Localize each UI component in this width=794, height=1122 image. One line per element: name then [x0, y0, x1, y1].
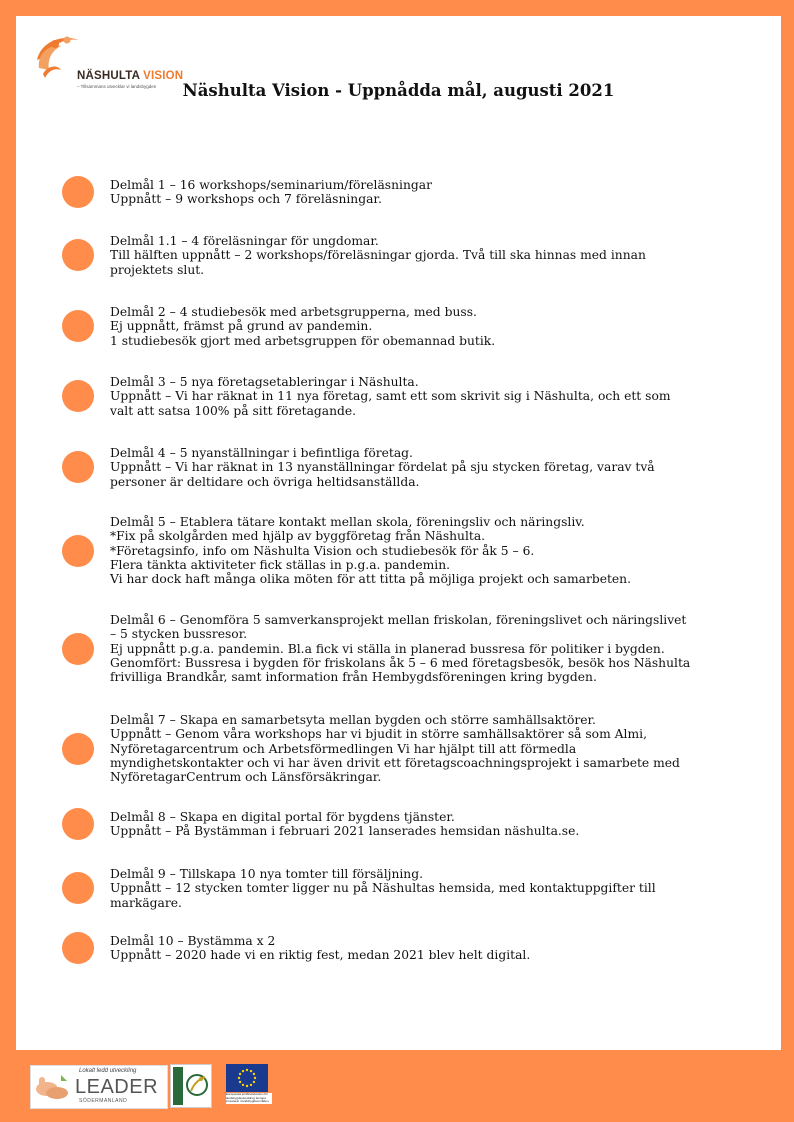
- bullet-dot: [62, 535, 94, 567]
- goal-line: – 5 stycken bussresor.: [110, 627, 248, 642]
- bullet-dot: [62, 932, 94, 964]
- eu-flag-icon: [226, 1064, 268, 1092]
- eu-caption: Europeiska jordbruksfonden för landsbygdsutveckling: Europa investerar i landsbygdsområden: [226, 1093, 272, 1104]
- goal-line: *Fix på skolgården med hjälp av byggföretag från Näshulta.: [110, 529, 486, 544]
- bullet-dot: [62, 872, 94, 904]
- eu-star: [242, 1070, 244, 1072]
- logo-tagline: – Tillsammans utvecklar vi landsbygden: [77, 84, 157, 89]
- goal-line: Genomfört: Bussresa i bygden för friskolans åk 5 – 6 med företagsbesök, besök hos Näshulta: [110, 655, 691, 670]
- goal-line: Nyföretagarcentrum och Arbetsförmedlingen Vi har hjälpt till att förmedla: [110, 741, 577, 756]
- bullet-dot: [62, 176, 94, 208]
- goal-line: Delmål 7 – Skapa en samarbetsyta mellan bygden och större samhällsaktörer.: [110, 713, 596, 727]
- bullet-dot: [62, 380, 94, 412]
- goal-line: myndighetskontakter och vi har även drivit ett företagscoachningsprojekt i samarbete med: [110, 755, 680, 770]
- goal-line: Ej uppnått p.g.a. pandemin. Bl.a fick vi ställa in planerad bussresa för politiker i bygden.: [110, 641, 665, 656]
- goal-line: projektets slut.: [110, 262, 205, 277]
- goal-item: [110, 515, 750, 586]
- document-page: [16, 16, 781, 1050]
- goal-line: Uppnått – 12 stycken tomter ligger nu på Näshultas hemsida, med kontaktuppgifter till: [110, 881, 656, 896]
- bullet-dot: [62, 310, 94, 342]
- goal-item: [110, 713, 750, 784]
- goal-line: Delmål 8 – Skapa en digital portal för bygdens tjänster.: [110, 810, 455, 824]
- eu-star: [253, 1081, 255, 1083]
- eu-star: [250, 1084, 252, 1086]
- goal-line: Uppnått – Vi har räknat in 13 nyanställningar fördelat på sju stycken företag, varav två: [110, 460, 655, 475]
- bullet-dot: [62, 239, 94, 271]
- logo-name: NÄSHULTA VISION: [77, 70, 184, 82]
- leader-word: LEADER: [75, 1076, 159, 1098]
- goal-line: Delmål 10 – Bystämma x 2: [110, 934, 276, 948]
- goal-line: Till hälften uppnått – 2 workshops/föreläsningar gjorda. Två till ska hinnas med innan: [110, 248, 646, 263]
- eu-star: [238, 1077, 240, 1079]
- goal-item: [110, 613, 750, 684]
- eu-star: [253, 1073, 255, 1075]
- goal-line: Uppnått – Vi har räknat in 11 nya företag, samt ett som skrivit sig i Näshulta, och ett som: [110, 389, 671, 404]
- bullet-dot: [62, 633, 94, 665]
- goal-line: 1 studiebesök gjort med arbetsgruppen för obemannad butik.: [110, 333, 496, 348]
- goal-item: [110, 934, 750, 963]
- goal-item: [110, 178, 750, 207]
- goal-line: personer är deltidare och övriga heltidsanställda.: [110, 474, 420, 489]
- eu-star: [250, 1070, 252, 1072]
- goal-line: Delmål 9 – Tillskapa 10 nya tomter till försäljning.: [110, 867, 423, 881]
- eu-star: [246, 1069, 248, 1071]
- eu-star: [239, 1081, 241, 1083]
- goal-line: Delmål 3 – 5 nya företagsetableringar i Näshulta.: [110, 375, 419, 389]
- goal-item: [110, 234, 750, 277]
- goal-line: Uppnått – 2020 hade vi en riktig fest, medan 2021 blev helt digital.: [110, 948, 531, 963]
- goal-line: Vi har dock haft många olika möten för att titta på möjliga projekt och samarbeten.: [110, 572, 632, 587]
- goal-item: [110, 446, 750, 489]
- leader-logo: [30, 1065, 168, 1109]
- goal-line: Delmål 1.1 – 4 föreläsningar för ungdomar.: [110, 234, 379, 248]
- goal-line: Delmål 5 – Etablera tätare kontakt mellan skola, föreningsliv och näringsliv.: [110, 515, 585, 529]
- goal-line: Uppnått – Genom våra workshops har vi bjudit in större samhällsaktörer så som Almi,: [110, 727, 647, 742]
- goal-line: *Företagsinfo, info om Näshulta Vision och studiebesök för åk 5 – 6.: [110, 543, 535, 558]
- eu-star: [254, 1077, 256, 1079]
- goal-line: Ej uppnått, främst på grund av pandemin.: [110, 319, 373, 334]
- goal-line: Delmål 2 – 4 studiebesök med arbetsgrupperna, med buss.: [110, 305, 477, 319]
- goal-line: frivilliga Brandkår, samt information från Hembygdsföreningen kring bygden.: [110, 670, 597, 685]
- goal-item: [110, 867, 750, 910]
- goal-item: [110, 305, 750, 348]
- goal-item: [110, 375, 750, 418]
- eu-star: [246, 1085, 248, 1087]
- goal-line: Delmål 4 – 5 nyanställningar i befintliga företag.: [110, 446, 413, 460]
- goal-line: Uppnått – 9 workshops och 7 föreläsningar.: [110, 192, 382, 207]
- eu-star: [239, 1073, 241, 1075]
- goal-line: Uppnått – På Bystämman i februari 2021 lanserades hemsidan näshulta.se.: [110, 824, 580, 839]
- goal-line: Delmål 1 – 16 workshops/seminarium/föreläsningar: [110, 178, 432, 192]
- bullet-dot: [62, 451, 94, 483]
- goal-line: markägare.: [110, 895, 182, 910]
- leader-emblem-icon: [170, 1064, 212, 1108]
- leader-hands-icon: [33, 1067, 73, 1107]
- leader-subtitle: Lokalt ledd utveckling: [79, 1068, 137, 1074]
- page-title: Näshulta Vision - Uppnådda mål, augusti 2021: [182, 81, 615, 100]
- bullet-dot: [62, 733, 94, 765]
- goal-line: Flera tänkta aktiviteter fick ställas in p.g.a. pandemin.: [110, 557, 451, 572]
- goal-item: [110, 810, 750, 839]
- bullet-dot: [62, 808, 94, 840]
- leader-region: SÖDERMANLAND: [79, 1098, 128, 1104]
- goal-line: NyföretagarCentrum och Länsförsäkringar.: [110, 770, 382, 785]
- goal-line: Delmål 6 – Genomföra 5 samverkansprojekt mellan friskolan, föreningslivet och näringslivet: [110, 613, 687, 627]
- eu-star: [242, 1084, 244, 1086]
- goal-line: valt att satsa 100% på sitt företagande.: [110, 403, 357, 418]
